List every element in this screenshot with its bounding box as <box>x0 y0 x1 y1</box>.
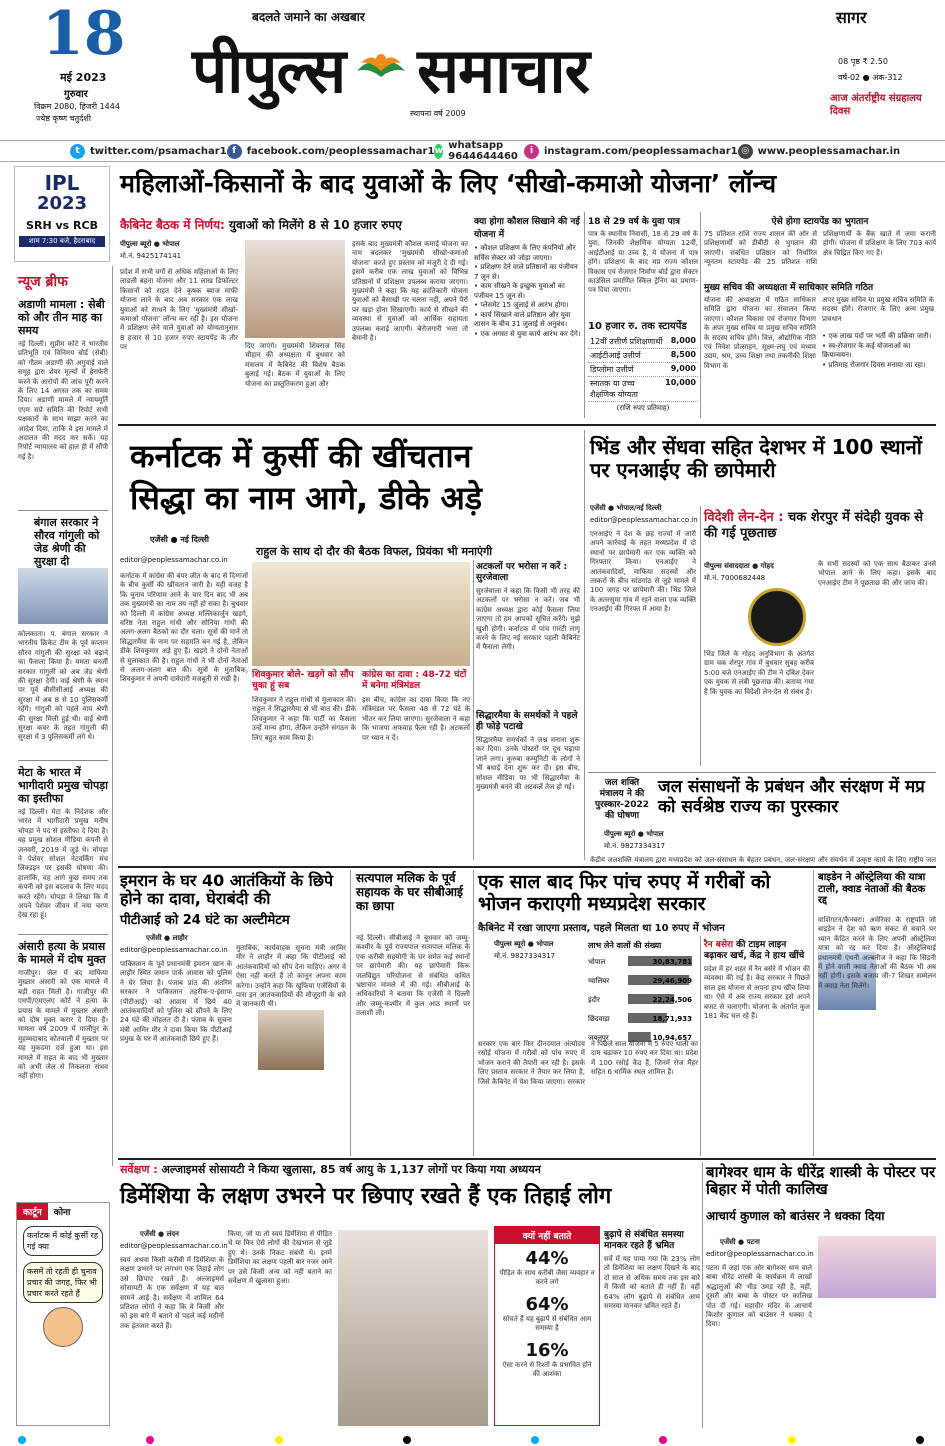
box1-title: क्या होगा कौशल सिखाने की नई योजना में <box>474 217 580 240</box>
imran-photo <box>258 1010 324 1070</box>
brief-item-body: गाजीपुर। जेल में बंद माफिया मुख्तार अंसारी को एक मामले में बड़ी राहत मिली है। गाजीपुर की एमपी/एमएलए कोर्ट ने हत्या के प्रयास के मामले में मुख्तार अंसारी को दोष मुक्त करार दे दिया है। मामला वर्ष 2009 में गाजीपुर के मुहम्मदाबाद कोतवाली में मुख्तार पर यह मुकदमा दर्ज हुआ था। इस मामले में राहत के बाद भी मुख्तार को अभी जेल से निकलना संभव नहीं होगा। <box>18 969 108 1081</box>
side-body: सुरजेवाला ने कहा कि किसी भी तरह की अटकलों पर भरोसा न करें। जब भी कांग्रेस अध्यक्ष द्वारा कोई फैसला लिया जाएगा तो हम आपको सूचित करेंगे। मुझे खुशी होगी। कर्नाटक में पांच गारंटी लागू करने के लिए नई सरकार पहली कैबिनेट में फैसला लेगी। <box>476 587 580 652</box>
garib-byline: पीपुल्स ब्यूरो ● भोपाल <box>494 940 554 948</box>
brief-item-body: कोलकाता। प. बंगाल सरकार ने भारतीय क्रिकेट टीम के पूर्व कप्तान सौरव गांगुली की सुरक्षा को बढ़ाने का फैसला किया है। ममता बनर्जी सरकार गांगुली को अब जेड श्रेणी की सुरक्षा देगी। वाई श्रेणी के स्थान पर पूर्व बीसीसीआई अध्यक्ष की सुरक्षा में अब 8 से 10 पुलिसकर्मी रहेंगे। गांगुली को पहले वाय श्रेणी की सुरक्षा मिली हुई थी। वाई श्रेणी सुरक्षा कवर के तहत गांगुली की सुरक्षा में 3 पुलिसकर्मी लगे थे। <box>18 630 108 742</box>
nia-byline: एजेंसी ● भोपाल/नई दिल्ली <box>590 504 662 512</box>
month-year: मई 2023 <box>60 71 107 84</box>
imran-headline: इमरान के घर 40 आतंकियों के छिपे होने का दावा, घेराबंदी की <box>120 871 334 909</box>
karnataka-caption-1 <box>252 670 356 866</box>
box3-title: 10 हजार रु. तक स्टायपेंड <box>588 321 687 332</box>
box1-item: • काम सीखने के इच्छुक युवाओं का पंजीयन 15 जून से। <box>474 282 582 301</box>
water-headline: जल संसाधनों के प्रबंधन और संरक्षण में मप्र को सर्वश्रेष्ठ राज्य का पुरस्कार <box>658 777 925 817</box>
established: स्थापना वर्ष 2009 <box>410 109 466 118</box>
year-issue: वर्ष-02 ● अंक-312 <box>838 73 903 82</box>
brief-item-title: बंगाल सरकार ने सौरव गांगुली को जेड श्रेणी की सुरक्षा दी <box>34 516 100 568</box>
vikram: विक्रम 2080, हिजरी 1444 <box>34 102 120 111</box>
garib-side <box>704 940 810 1145</box>
stat-item: 44% पीड़ित के साथ करीबी जैसा व्यवहार न करने लगे <box>499 1248 595 1287</box>
brief-item-title: अंसारी हत्या के प्रयास के मामले में दोष मुक्त <box>18 940 106 966</box>
cartoon-figure-icon <box>43 1307 83 1347</box>
garib-bar-chart <box>588 954 698 1050</box>
box4-title: ऐसे होगा स्टायपेंड का भुगतान <box>771 217 869 227</box>
satpal-body: नई दिल्ली। सीबीआई ने बुधवार को जम्मू-कश्मीर के पूर्व राज्यपाल सत्यपाल मलिक के एक करीबी सहयोगी के घर समेत कई स्थानों पर छापेमारी की। यह छापेमारी किरू जलविद्युत परियोजना से संबंधित कथित भ्रष्टाचार मामले में की गई। सीबीआई के अधिकारियों ने बताया कि एजेंसी ने दिल्ली और जम्मू-कश्मीर में कुल आठ स्थानों पर तलाशी ली। <box>356 934 470 1018</box>
brief-item-2 <box>18 516 108 760</box>
stipend-note: (राशि रुपए प्रतिमाह) <box>616 404 670 412</box>
stat-item: 16% ऐसा करने से रिश्तों के प्रभावित होने की आशंका <box>502 1339 592 1379</box>
biden-body: वाशिंगटन/कैनबरा। अमेरिका के राष्ट्रपति जो बाइडेन ने देश को ऋण संकट से बचाने पर ध्यान केंद्रित करने के लिए अपनी ऑस्ट्रेलिया यात्रा को रद्द कर दिया है। ऑस्ट्रेलियाई प्रधानमंत्री एंथनी अल्बनीज ने कहा कि सिडनी में होने वाली क्वाड नेताओं की बैठक भी अब नहीं होगी। इसके बजाय जी-7 शिखर सम्मेलन में क्वाड नेता मिलेंगे। <box>818 916 936 990</box>
logo-emblem-icon <box>353 41 409 97</box>
cm-photo <box>245 240 345 338</box>
garib-mobile: मो.नं. 9827334317 <box>494 952 556 960</box>
today-label: आज अंतर्राष्ट्रीय संग्रहालय दिवस <box>830 93 922 117</box>
ipl-teams: SRH vs RCB <box>26 219 98 232</box>
title-left: पीपुल्स <box>192 34 346 107</box>
lead-body-3: इसके बाद मुख्यमंत्री कौशल कमाई योजना का नाम बदलकर ‘मुख्यमंत्री सीखो-कमाओ योजना’ करते हुए प्रस्ताव को मंजूरी दे दी गई। इसमें करीब एक लाख युवाओं को विभिन्न प्रतिष्ठानों में प्रशिक्षण उपलब्ध कराया जाएगा। मुख्यमंत्री ने कहा कि यह क्रांतिकारी योजना युवाओं को बैसाखी पर चलना नहीं, अपने पैरों पर खड़ा होना सिखाएगी। कार्य से सीखने की व्यवस्था से युवाओं को आर्थिक सहायता उपलब्ध कराई जाएगी। बेरोजगारी भत्ता तो बेमानी है। <box>352 240 468 343</box>
side-title: अटकलों पर भरोसा न करें : सुरजेवाला <box>476 562 568 583</box>
satpal-headline: सत्यपाल मलिक के पूर्व सहायक के घर सीबीआई का छापा <box>356 871 463 913</box>
bar-label: ग्वालियर <box>588 977 610 985</box>
water-mobile: मो.नं. 9827334317 <box>604 842 666 850</box>
garib-side-title: रैन बसेरा <box>704 940 734 950</box>
cartoon-corner: कोना <box>53 1208 71 1218</box>
nia-email: editor@peoplessamachar.co.in <box>590 516 698 524</box>
stipend-row: 12वीं उत्तीर्ण प्रशिक्षणार्थी 8,000 <box>588 335 698 349</box>
ipl-logo: IPL <box>44 171 80 195</box>
brief-item-3 <box>18 766 108 946</box>
instagram-link[interactable] <box>524 144 738 159</box>
dementia-photo <box>338 1230 488 1426</box>
ipl-year: 2023 <box>36 193 88 214</box>
box1-item: • कार्य सिखाने वाले प्रतिष्ठान और युवा शासन के बीच 31 जुलाई से अनुबंध। <box>474 311 582 330</box>
karnataka-subhead: राहुल के साथ दो दौर की बैठक विफल, प्रियंका भी मनाएंगी <box>256 545 493 558</box>
tagline: बदलते जमाने का अखबार <box>252 10 365 24</box>
dementia-kicker-text: अल्जाइमर्स सोसायटी ने किया खुलासा, 85 वर्ष आयु के 1,137 लोगों पर किया गया अध्ययन <box>157 1163 541 1176</box>
weekday: गुरुवार <box>64 89 88 100</box>
instagram-text: instagram.com/peoplessamachar1 <box>543 145 738 157</box>
dementia-body-2: किया, जो या तो स्वयं डिमेंशिया से पीड़ित थे या फिर ऐसे लोगों की देखभाल से जुड़े हुए थे। उनके निकट संबंधी थे। इनमें डिमेंशिया का लक्षण पहली बार नजर आने पर उसे किसी अन्य को नहीं बताने का सर्वेक्षण में खुलासा हुआ। <box>228 1230 332 1286</box>
dementia-headline: डिमेंशिया के लक्षण उभरने पर छिपाए रखते हैं एक तिहाई लोग <box>120 1184 612 1209</box>
garib-subhead: कैबिनेट में रखा जाएगा प्रस्ताव, पहले मिलता था 10 रुपए में भोजन <box>478 923 725 934</box>
biden-headline: बाइडेन ने ऑस्ट्रेलिया की यात्रा टाली, क्वाड नेताओं की बैठक रद्द <box>818 872 926 906</box>
facebook-icon: f <box>227 144 242 159</box>
facebook-link[interactable] <box>227 144 435 159</box>
box1-list <box>474 244 582 339</box>
nia-sub-head: चक शेरपुर में संदेही युवक से की गई पूछताछ <box>704 510 924 541</box>
cartoon-title: कार्टून <box>17 1203 48 1220</box>
water-byline: पीपुल्स ब्यूरो ● भोपाल <box>604 830 664 838</box>
lead-box-1 <box>474 214 582 418</box>
imran-subhead: पीटीआई को 24 घंटे का अल्टीमेटम <box>120 913 290 928</box>
lead-body-2: दिए जाएंगे। मुख्यमंत्री शिवराज सिंह चौहान की अध्यक्षता में बुधवार को मंत्रालय में कैबिनेट की विशेष बैठक बुलाई गई। बैठक में युवाओं के लिए योजना का प्रस्तुतिकरण हुआ और <box>245 342 345 388</box>
karnataka-body: कर्नाटक में कांग्रेस की बंपर जीत के बाद से दिग्गजों के बीच कुर्सी की खींचतान जारी है। यही वजह है कि चुनाव परिणाम आने के चार दिन बाद भी अब तक मुख्यमंत्री का नाम तय नहीं हो सका है। बुधवार को दिल्ली में कांग्रेस अध्यक्ष मल्लिकार्जुन खड़गे, वरिष्ठ नेता राहुल गांधी और सोनिया गांधी की अलग-अलग बैठकों का दौर चला। सूत्रों की मानें तो सिद्धारमैया के नाम पर सहमति बन गई है, लेकिन डीके शिवकुमार अड़े हुए हैं। खड़गे ने दोनों नेताओं से मुलाकात की है। राहुल गांधी ने भी दोनों नेताओं से अलग-अलग बात की। सूत्रों के मुताबिक, शिवकुमार ने अपनी दावेदारी मजबूती से रखी है। <box>120 572 248 684</box>
color-registration-strip <box>18 1436 924 1444</box>
bar-value: 18,71,933 <box>652 1015 692 1023</box>
nia-sub-mobile: मो.नं. 7000682448 <box>704 574 766 582</box>
dementia-side <box>604 1230 700 1415</box>
nia-sub-title: विदेशी लेन-देन : <box>704 510 784 525</box>
imran-email: editor@peoplessamachar.co.in <box>120 946 228 954</box>
lead-box-4 <box>704 214 936 418</box>
nia-sub-byline: पीपुल्स संवाददाता ● गोहद <box>704 562 774 570</box>
whatsapp-icon: w <box>434 144 443 159</box>
stipend-table <box>588 335 698 402</box>
box5-text: योजना की अध्यक्षता में गठित साधिकार समिति द्वारा योजना का संचालन किया जाएगा। कौशल विकास एवं रोजगार विभाग के अपर मुख्य सचिव या प्रमुख सचिव समिति के सदस्य सचिव होंगे। वित्त, औद्योगिक नीति एवं निवेश प्रोत्साहन, सूक्ष्म-लघु एवं मध्यम उद्यम, श्रम, उच्च शिक्षा तथा तकनीकी शिक्षा विभाग के <box>704 296 816 370</box>
box5-item: • स्व-रोजगार के कई योजनाओं का क्रियान्वयन। <box>822 342 934 361</box>
box1-item: • प्रशिक्षण देने वाले प्रतिष्ठानों का पंजीयन 7 जून से। <box>474 263 582 282</box>
stat-item: 64% सोचते हैं यह बुढ़ापे से संबंधित आम समस्या है <box>502 1293 592 1333</box>
box2-title: 18 से 29 वर्ष के युवा पात्र <box>588 217 681 227</box>
water-label: जल शक्ति मंत्रालय ने की पुरस्कार-2022 की घोषणा <box>594 778 649 821</box>
bar-label: जबलपुर <box>588 1034 609 1042</box>
box5-text-2: अपर मुख्य सचिव या प्रमुख सचिव समिति के सदस्य होंगे। रोजगार के लिए अन्य प्रमुख प्रावधान <box>822 296 934 323</box>
brief-item-4 <box>18 940 108 1153</box>
nia-sub-body: भिंड जिले के गोहद अनुविभाग के अंतर्गत ग्राम चक शेरपुर गांव में बुधवार सुबह करीब 5:00 बजे एनआईए की टीम ने दबिश देकर एक युवक से लंबी पूछताछ की। बताया गया है कि युवक का विदेशी लेन-देन से संबंध है। <box>704 650 814 696</box>
dementia-side-body: सर्वे में यह पाया गया कि 23% लोग तो डिमेंशिया का लक्षण दिखने के बाद दो साल से अधिक समय तक इस बारे में किसी को बताते ही नहीं हैं। वहीं 64% लोग बुढ़ापे से संबंधित आम समस्या मानकर भ्रमित रहते हैं। <box>604 1255 700 1311</box>
facebook-text: facebook.com/peoplessamachar1 <box>246 145 435 157</box>
news-brief-title: न्यूज ब्रीफ <box>18 274 68 290</box>
caption-1-body: शिवकुमार ने राहुल गांधी से मुलाकात की। राहुल ने सिद्धारमैया से भी बात की। डीके शिवकुमार ने कहा कि पार्टी का फैसला उन्हें मान्य होगा, लेकिन उन्होंने संगठन के लिए बहुत काम किया है। <box>252 696 356 742</box>
box1-item: • प्लेसमेंट 15 जुलाई से आरंभ होगा। <box>474 301 582 311</box>
karnataka-headline-1: कर्नाटक में कुर्सी की खींचतान <box>130 437 472 475</box>
ipl-time: शाम 7:30 बजे, हैदराबाद <box>19 236 105 247</box>
nia-body: एनआईए ने देश के छह राज्यों में जारी अपने कार्रवाई के तहत मध्यप्रदेश में दो स्थानों पर छापेमारी कर एक व्यक्ति को गिरफ्तार किया। एनआईए ने आतंकवादियों, माफिया सदस्यों और तस्करों के बीच सांठगांठ से जुड़े मामले में 100 जगह पर छापेमारी की। भिंड जिले के अतरसुमा गांव में रहने वाला एक व्यक्ति एनआईए की गिरफ्त में आया है। <box>590 530 696 614</box>
dementia-kicker <box>120 1162 620 1177</box>
imran-byline: एजेंसी ● लाहौर <box>146 934 188 942</box>
garib-body: सरकार एक बार फिर दीनदयाल अंत्योदय रसोई योजना में गरीबों को पांच रुपए में भोजन कराने की तैयारी कर रही है। इसके लिए प्रस्ताव सरकार ने तैयार कर लिया है, जिसे कैबिनेट में पेश किया जाएगा। सरकार ने पिछले साल योजना में 5 रुपए थाली का दाम बढ़ाकर 10 रुपए कर दिया था। प्रदेश में 100 रसोई केंद्र हैं, जिनमें रोज मैंहर सहित 6 धार्मिक स्थल शामिल हैं। <box>478 1040 698 1086</box>
box5-list <box>822 332 934 370</box>
ipl-box <box>14 166 110 262</box>
karnataka-email: editor@peoplessamachar.co.in <box>120 556 228 564</box>
box1-item: • कौशल प्रशिक्षण के लिए कंपनियों और सर्विस सेक्टर को जोड़ा जाएगा। <box>474 244 582 263</box>
lead-body-1: प्रदेश में सभी वर्गों से अधिक महिलाओं के लिए लाडली बहना योजना और 11 लाख डिफॉल्टर किसानों को राहत देने कृषक ब्याज माफी योजना लाने के बाद अब सरकार एक लाख युवाओं को साधने के लिए ‘मुख्यमंत्री सीखो-कमाओ योजना’ लॉन्च कर रही है। इस योजना में प्रशिक्षण लेने वाले युवाओं को योग्यतानुसार 8 हजार से 10 हजार रुपए स्टायपेंड के तौर पर <box>120 268 238 352</box>
garib-chart <box>588 940 698 1054</box>
website-text: www.peoplessamachar.in <box>757 145 901 157</box>
bar-value: 10,94,657 <box>652 1034 692 1042</box>
lead-subhead <box>120 216 480 233</box>
city-name: सागर <box>836 8 867 27</box>
pages-price: 08 पृष्ठ ₹ 2.50 <box>838 57 888 66</box>
caption-2-title: कांग्रेस का दावा : 48-72 घंटों में बनेगा मंत्रिमंडल <box>362 670 467 691</box>
imran-body: पाकिस्तान के पूर्व प्रधानमंत्री इमरान खान के लाहौर स्थित जमान पार्क आवास को पुलिस ने घेर लिया है। पंजाब प्रांत की अंतरिम सरकार ने पाकिस्तान तहरीक-ए-इंसाफ (पीटीआई) को आवास में छिपे 40 आतंकवादियों को पुलिस को सौंपने के लिए 24 घंटे की मोहलत दी है। पंजाब के सूचना मंत्री आमिर मीर ने दावा किया कि पीटीआई प्रमुख के घर में आतंकवादी छिपे हुए हैं। <box>120 960 232 1044</box>
nia-logo-icon <box>748 588 806 646</box>
brief-item-body: नई दिल्ली। सुप्रीम कोर्ट ने भारतीय प्रतिभूति एवं विनिमय बोर्ड (सेबी) को गौतम अडाणी की अगुवाई वाले समूह द्वारा शेयर मूल्यों में हेराफेरी करने के आरोपों की जांच पूरी करने के लिए 14 अगस्त तक का समय दिया। अडाणी मामले में न्यायमूर्ति एएम सप्रे समिति की रिपोर्ट सभी पक्षकारों के साथ साझा करने का आदेश दिया, ताकि वे इस मामले में अदालत की मदद कर सकें। यह रिपोर्ट न्यायालय को हाल ही में सौंपी गई है। <box>18 340 108 461</box>
side2-title: सिद्धारमैया के समर्थकों ने पहले ही फोड़े पटाखे <box>476 711 578 732</box>
bar-label: भोपाल <box>588 958 606 966</box>
garib-side-head: की टाइम लाइन बढ़ाकर खर्च, केंद्र ने हाथ खींचे <box>704 940 805 961</box>
bageshwar-email: editor@peoplessamachar.co.in <box>706 1250 814 1258</box>
bageshwar-headline: बागेश्वर धाम के धीरेंद्र शास्त्री के पोस्टर पर बिहार में पोती कालिख <box>706 1163 936 1199</box>
dementia-byline: एजेंसी ● लंदन <box>140 1230 179 1238</box>
social-bar <box>0 140 945 162</box>
website-link[interactable] <box>738 144 901 159</box>
lead-subhead-text: युवाओं को मिलेंगे 8 से 10 हजार रुपए <box>224 218 402 232</box>
lead-byline: पीपुल्स ब्यूरो ● भोपाल <box>120 240 180 248</box>
lead-mobile: मो.नं. 9425174141 <box>120 252 182 260</box>
date-day: 18 <box>42 0 126 69</box>
bageshwar-byline: एजेंसी ● पटना <box>720 1238 760 1246</box>
box5-item: • प्रतिमाह रोजगार दिवस मनाया जा रहा। <box>822 361 934 371</box>
instagram-icon: i <box>524 144 539 159</box>
cartoon-speech-1: कर्नाटक में कोई कुर्सी रह गई क्या <box>23 1226 103 1256</box>
karnataka-byline: एजेंसी ● नई दिल्ली <box>150 535 209 544</box>
masthead <box>0 0 945 140</box>
box2-text: पात्र के स्थानीय निवासी, 18 से 29 वर्ष के युवा, जिनकी शैक्षणिक योग्यता 12वीं, आईटीआई या उच्च है, ये योजना में पात्र होंगे। प्रशिक्षण के बाद मप्र राज्य कौशल विकास एवं रोजगार निर्माण बोर्ड द्वारा सेक्टर काउंसिल प्रमाणित स्किल ट्रेनिंग का प्रमाण-पत्र दिया जाएगा। <box>588 230 698 295</box>
bar-value: 30,83,781 <box>652 958 692 966</box>
dementia-body: स्वयं अथवा किसी करीबी में डिमेंशिया के लक्षण उभरने पर लगभग एक तिहाई लोग उसे छिपाए रखते हैं। अल्जाइमर्स सोसायटी के एक सर्वेक्षण में यह बात सामने आई है। सर्वेक्षण में शामिल 64 प्रतिशत लोगों ने कहा कि वे किसी और को इस बारे में बताने से पहले कई महीनों तक इंतजार करते हैं। <box>120 1256 224 1330</box>
garib-chart-title: लाभ लेने वालों की संख्या <box>588 941 662 950</box>
garib-side-body: प्रदेश में हर शहर में रैन बसेरे में भोजन की व्यवस्था की गई है। केंद्र सरकार ने पिछले साल इस योजना से अपना हाथ खींच लिया था। ऐसे में अब राज्य सरकार इसे अपने बजट से चलाएगी। योजना के अंतर्गत कुल 181 केंद्र चल रहे हैं। <box>704 965 810 1021</box>
box1-item: • एक अगस्त से युवा कार्य आरंभ कर देंगे। <box>474 330 582 340</box>
poster-photo <box>818 1236 936 1298</box>
bar-value: 29,46,909 <box>652 977 692 985</box>
nia-sub-headline <box>704 510 936 542</box>
whatsapp-link[interactable] <box>434 140 524 162</box>
brief-item-1 <box>18 298 108 536</box>
box4-text: 75 प्रतिशत राशि राज्य शासन की ओर से प्रशिक्षणार्थी को डीबीटी से भुगतान की जाएगी। संबंधित प्रतिष्ठान को निर्धारित न्यूनतम स्टायपेंड की 25 प्रतिशत राशि प्रशिक्षणार्थी के बैंक खाते में जमा करानी होगी। योजना में प्रशिक्षण के लिए 703 कार्य क्षेत्र चिह्नित किए गए हैं। <box>704 230 936 267</box>
lead-box-2 <box>588 214 698 418</box>
garib-headline: एक साल बाद फिर पांच रुपए में गरीबों को भोजन कराएगी मध्यप्रदेश सरकार <box>478 871 771 915</box>
bageshwar-subhead: आचार्य कुणाल को बाउंसर ने धक्का दिया <box>706 1209 885 1223</box>
brief-item-title: अडाणी मामला : सेबी को और तीन माह का समय <box>18 298 105 337</box>
brief-item-title: मेटा के भारत में भागीदारी प्रमुख चोपड़ा का इस्तीफा <box>18 766 108 805</box>
imran-body-2: मुताबिक, कार्यवाहक सूचना मंत्री आमिर मीर ने लाहौर में कहा कि पीटीआई को आतंकवादियों को सौंप देना चाहिए। अगर वे ऐसा नहीं करते हैं तो कानून अपना काम करेगा। उन्होंने कहा कि खुफिया एजेंसियों के पास इन आतंकवादियों की मौजूदगी के बारे में जानकारी थी। <box>236 944 346 1009</box>
bageshwar-body: पटना में जहां एक ओर बागेश्वर धाम वाले बाबा धीरेंद्र शास्त्री के कार्यक्रम में लाखों श्रद्धालुओं की भीड़ उमड़ रही है, वहीं, दूसरी ओर बाबा के पोस्टर पर कालिख पोत दी गई। महावीर मंदिर के आचार्य किशोर कुणाल को बाउंसर ने धक्का दे दिया। <box>706 1264 812 1329</box>
box5-title: मुख्य सचिव की अध्यक्षता में साधिकार समिति गठित <box>704 283 874 293</box>
dementia-side-title: बुढ़ापे से संबंधित समस्या मानकर रहते हैं भ्रमित <box>604 1230 684 1251</box>
side2-body: सिद्धारमैया समर्थकों ने जश्न मनाना शुरू कर दिया। उनके पोस्टरों पर दूध चढ़ाया जाने लगा। कुरुबा कम्युनिटी के लोगों ने भी बधाई देना शुरू कर दी। इस बीच, सोशल मीडिया पर भी सिद्धारमैया के मुख्यमंत्री बनने की अटकलें तेज हो गईं। <box>476 736 580 792</box>
caption-1-title: शिवकुमार बोले- खड़गे को सौंप चुका हूं सब <box>252 670 354 691</box>
karnataka-side <box>476 562 580 846</box>
ganguly-photo <box>18 568 108 624</box>
karnataka-photo <box>252 562 470 666</box>
lead-kicker: कैबिनेट बैठक में निर्णय: <box>120 218 225 232</box>
karnataka-caption-2 <box>362 670 470 866</box>
twitter-text: twitter.com/psamachar1 <box>90 145 227 157</box>
cartoon-box <box>16 1202 110 1426</box>
nia-right-body: के सभी सदस्यों को एक साथ बैठाकर उनसे भोपाल आने के लिए कहा। इसके बाद एनआईए टीम ने पूछताछ की और जांच की। <box>818 560 936 587</box>
twitter-icon: t <box>70 144 85 159</box>
bar-value: 22,24,506 <box>652 996 692 1004</box>
dementia-stat-box <box>494 1226 600 1426</box>
twitter-link[interactable] <box>70 144 227 159</box>
dementia-kicker-label: सर्वेक्षण : <box>120 1163 158 1176</box>
stipend-row: आईटीआई उत्तीर्ण 8,500 <box>588 349 698 363</box>
nia-headline: भिंड और सेंधवा सहित देशभर में 100 स्थानों पर एनआईए की छापेमारी <box>590 435 922 482</box>
cartoon-speech-2: कसमें तो रहती ही चुनाव प्रचार की जगह, फिर भी प्रचार करते रहते हैं <box>23 1262 103 1303</box>
whatsapp-text: whatsapp 9644644460 <box>448 140 518 162</box>
brief-item-body: नई दिल्ली। मेटा के निदेशक और भारत में भागीदारी प्रमुख मनीष चोपड़ा ने पद से इस्तीफा दे दिया है। वह प्रमुख सोशल मीडिया कंपनी से जनवरी, 2019 में जुड़े थे। चोपड़ा ने पेशेवर सोशल नेटवर्किंग मंच लिंक्डइन पर इसकी घोषणा की। हालांकि, वह आगे कुछ समय तक कंपनी को इस बदलाव के लिए मदद करते रहेंगे। चोपड़ा ने लिखा कि मैं अपने पेशेवर जीवन में नया चरण देख रहा हूं। <box>18 808 108 920</box>
dementia-email: editor@peoplessamachar.co.in <box>120 1242 228 1250</box>
globe-icon: ◎ <box>738 144 753 159</box>
bar-label: इंदौर <box>588 996 600 1004</box>
water-body: केंद्रीय जलशक्ति मंत्रालय द्वारा मध्यप्रदेश को जल-संसाधन के बेहतर प्रबंधन, जल-संरक्षण और संवर्धन में उत्कृष्ट कार्य के लिए राष्ट्रीय जल <box>590 856 936 864</box>
masthead-title <box>192 14 832 124</box>
caption-2-body: इस बीच, कांग्रेस का दावा किया कि नए मंत्रिमंडल पर फैसला 48 से 72 घंटे के भीतर कर लिया जाएगा। सुरजेवाला ने कहा कि भाजपा अफवाह फैला रही है। अटकलों पर ध्यान न दें। <box>362 696 470 742</box>
dementia-stat-title: क्यों नहीं बताते <box>495 1227 599 1244</box>
karnataka-headline-2: सिद्धा का नाम आगे, डीके अड़े <box>130 479 482 517</box>
tithi: ज्येष्ठ कृष्ण चतुर्दशी <box>36 114 91 123</box>
bar-label: छिंदवाड़ा <box>588 1015 610 1023</box>
box5-item: • एक लाख पदों पर भर्ती की प्रक्रिया जारी। <box>822 332 934 342</box>
title-right: समाचार <box>417 34 589 107</box>
stipend-row: डिप्लोमा उत्तीर्ण 9,000 <box>588 363 698 377</box>
stipend-row: स्नातक या उच्च शैक्षणिक योग्यता 10,000 <box>588 377 698 402</box>
lead-headline: महिलाओं-किसानों के बाद युवाओं के लिए ‘सीखो-कमाओ योजना’ लॉन्च <box>120 169 777 198</box>
